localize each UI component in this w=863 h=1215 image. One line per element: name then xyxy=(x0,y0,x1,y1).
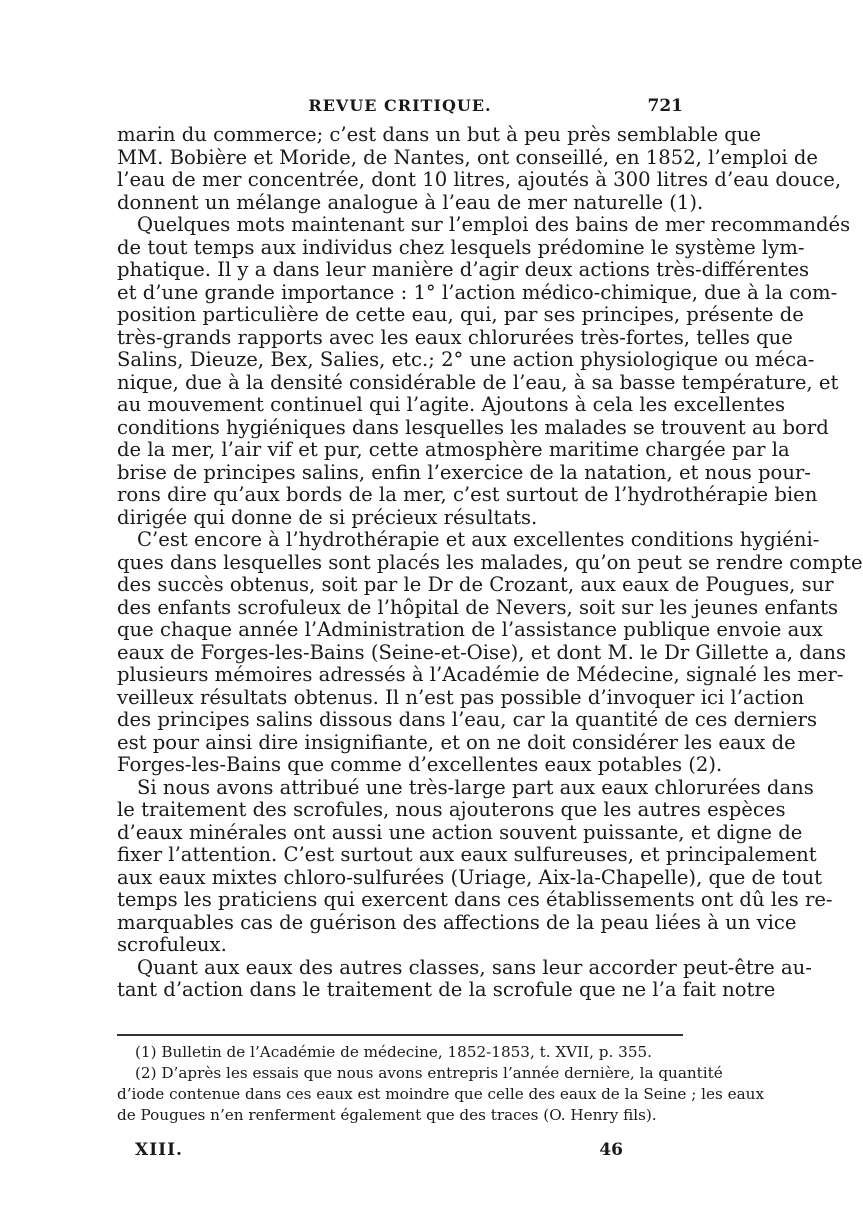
text-line: scrofuleux. xyxy=(117,933,227,956)
text-line: tant d’action dans le traitement de la scrofule que ne l’a fait notre xyxy=(117,978,776,1001)
journal-title: REVUE CRITIQUE. xyxy=(308,96,492,115)
text-line: très-grands rapports avec les eaux chlorurées très-fortes, telles que xyxy=(117,325,793,349)
text-line: marquables cas de guérison des affections de la peau liées à un vice xyxy=(117,910,797,934)
text-line: aux eaux mixtes chloro-sulfurées (Uriage, Aix-la-Chapelle), que de tout xyxy=(117,865,823,889)
text-line: ques dans lesquelles sont placés les malades, qu’on peut se rendre compte xyxy=(117,550,863,574)
text-line: l’eau de mer concentrée, dont 10 litres, ajoutés à 300 litres d’eau douce, xyxy=(117,168,842,191)
text-line: est pour ainsi dire insignifiante, et on ne doit considérer les eaux de xyxy=(117,730,796,754)
volume-mark: XIII. xyxy=(135,1140,183,1160)
printer-signature xyxy=(117,1140,683,1162)
text-line: plusieurs mémoires adressés à l’Académie de Médecine, signalé les mer- xyxy=(117,663,844,686)
text-line: de la mer, l’air vif et pur, cette atmosphère maritime chargée par la xyxy=(117,438,790,461)
text-line: Quant aux eaux des autres classes, sans leur accorder peut-être au- xyxy=(137,955,812,979)
text-line: Si nous avons attribué une très-large part aux eaux chlorurées dans xyxy=(137,775,814,799)
text-line: donnent un mélange analogue à l’eau de mer naturelle (1). xyxy=(117,190,704,214)
footnotes xyxy=(117,1042,765,1126)
text-line: Quelques mots maintenant sur l’emploi des bains de mer recommandés xyxy=(137,213,851,236)
text-line: et d’une grande importance : 1° l’action médico-chimique, due à la com- xyxy=(117,280,838,304)
footnote-line: (2) D’après les essais que nous avons entrepris l’année dernière, la quantité xyxy=(135,1064,723,1082)
text-line: conditions hygiéniques dans lesquelles les malades se trouvent au bord xyxy=(117,415,829,439)
text-line: MM. Bobière et Moride, de Nantes, ont conseillé, en 1852, l’emploi de xyxy=(117,145,819,169)
footnote-line: d’iode contenue dans ces eaux est moindre que celle des eaux de la Seine ; les eaux xyxy=(117,1085,765,1103)
text-line: position particulière de cette eau, qui, par ses principes, présente de xyxy=(117,303,804,326)
text-line: des enfants scrofuleux de l’hôpital de Nevers, soit sur les jeunes enfants xyxy=(117,595,839,619)
footnote-line: (1) Bulletin de l’Académie de médecine, 1852-1853, t. XVII, p. 355. xyxy=(135,1043,652,1061)
sheet-mark: 46 xyxy=(599,1140,623,1160)
main-text xyxy=(117,123,863,1002)
text-line: des principes salins dissous dans l’eau, car la quantité de ces derniers xyxy=(117,708,817,731)
text-line: des succès obtenus, soit par le Dr de Crozant, aux eaux de Pougues, sur xyxy=(117,573,834,596)
footnote-line: de Pougues n’en renferment également que des traces (O. Henry fils). xyxy=(117,1106,657,1124)
text-line: dirigée qui donne de si précieux résultats. xyxy=(117,505,538,529)
text-line: eaux de Forges-les-Bains (Seine-et-Oise), et dont M. le Dr Gillette a, dans xyxy=(117,640,847,664)
text-line: fixer l’attention. C’est surtout aux eaux sulfureuses, et principalement xyxy=(117,843,817,866)
text-line: temps les praticiens qui exercent dans ces établissements ont dû les re- xyxy=(117,888,833,911)
text-line: d’eaux minérales ont aussi une action souvent puissante, et digne de xyxy=(117,820,803,844)
text-line: marin du commerce; c’est dans un but à peu près semblable que xyxy=(117,123,762,146)
text-line: de tout temps aux individus chez lesquels prédomine le système lym- xyxy=(117,235,805,259)
text-line: phatique. Il y a dans leur manière d’agir deux actions très-différentes xyxy=(117,258,810,281)
text-line: C’est encore à l’hydrothérapie et aux excellentes conditions hygiéni- xyxy=(137,528,820,551)
text-line: Salins, Dieuze, Bex, Salies, etc.; 2° une action physiologique ou méca- xyxy=(117,348,815,371)
text-line: Forges-les-Bains que comme d’excellentes eaux potables (2). xyxy=(117,753,723,776)
running-header xyxy=(117,96,683,122)
footnote-divider xyxy=(117,1034,683,1036)
text-line: nique, due à la densité considérable de l’eau, à sa basse température, et xyxy=(117,370,839,394)
text-line: au mouvement continuel qui l’agite. Ajoutons à cela les excellentes xyxy=(117,393,786,416)
text-line: veilleux résultats obtenus. Il n’est pas possible d’invoquer ici l’action xyxy=(117,685,805,709)
text-line: le traitement des scrofules, nous ajouterons que les autres espèces xyxy=(117,798,786,821)
page-number: 721 xyxy=(647,96,683,116)
text-line: brise de principes salins, enfin l’exercice de la natation, et nous pour- xyxy=(117,460,811,484)
text-line: rons dire qu’aux bords de la mer, c’est surtout de l’hydrothérapie bien xyxy=(117,483,818,506)
text-line: que chaque année l’Administration de l’assistance publique envoie aux xyxy=(117,618,823,641)
